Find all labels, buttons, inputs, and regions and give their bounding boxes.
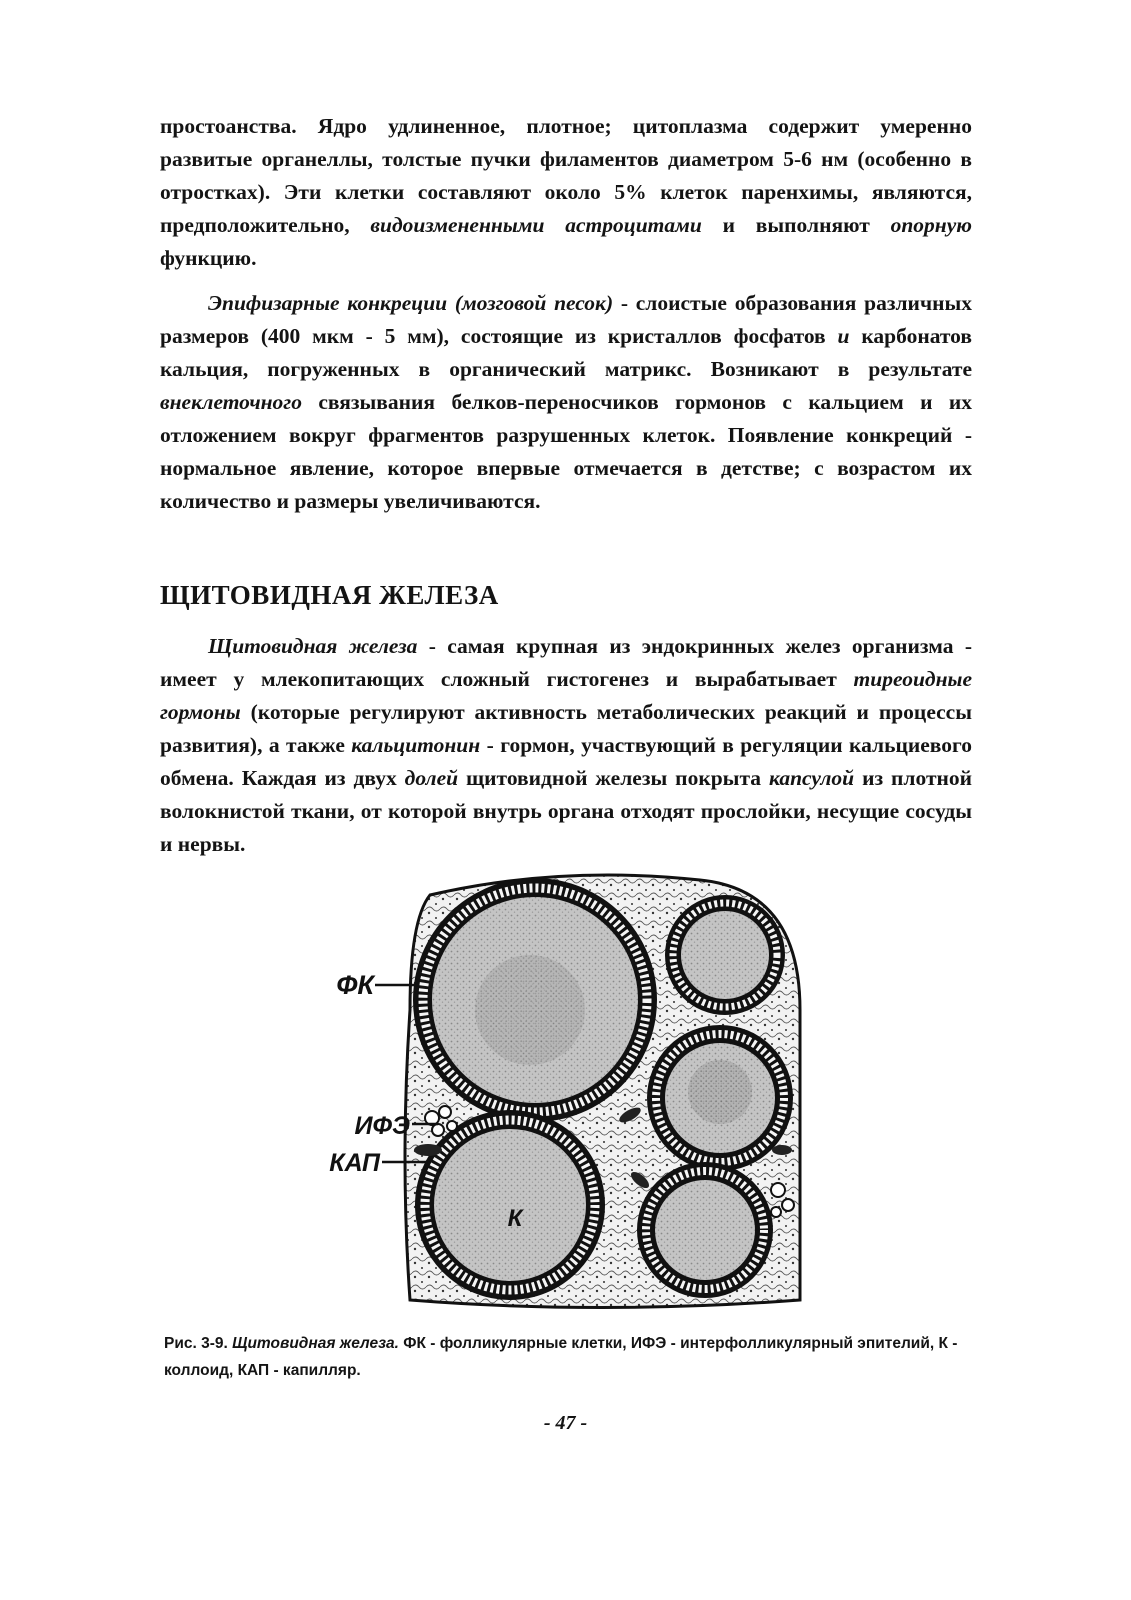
caption-title: Щитовидная железа. <box>232 1335 399 1352</box>
label-k: К <box>507 1205 523 1232</box>
label-kap: КАП <box>329 1149 380 1177</box>
thyroid-figure-illustration <box>300 860 820 1320</box>
follicle-large <box>413 878 657 1122</box>
emphasis-term: кальцитонин <box>351 733 481 757</box>
follicle-bottom-right <box>637 1162 773 1298</box>
label-fk: ФК <box>336 970 374 1000</box>
figure-caption <box>164 1330 984 1384</box>
paragraph-thyroid <box>160 630 972 861</box>
text-run: функцию. <box>160 246 257 270</box>
emphasis-term: внеклеточного <box>160 390 302 414</box>
text-run: - самая крупная из эндокринных желез организма - имеет у млекопитающих сложный гистогенез и вырабатывает <box>160 634 972 691</box>
emphasis-term: Щитовидная железа <box>208 634 418 658</box>
text-run: простоанства. Ядро удлиненное, плотное; цитоплазма содержит умеренно развитые органеллы, толстые пучки филаментов диаметром 5-6 нм (особенно в отростках). Эти клетки составляют около 5% клеток паренхимы, являются, предположительно, <box>160 114 972 237</box>
section-heading: ЩИТОВИДНАЯ ЖЕЛЕЗА <box>160 580 499 610</box>
text-run: - слоистые образования различных размеров (400 мкм - 5 мм), состоящие из кристаллов фосфатов <box>160 291 972 348</box>
label-ife: ИФЭ <box>354 1112 410 1140</box>
text-run: (которые регулируют активность метаболических реакций и процессы развития), а также <box>160 700 972 757</box>
text-run: связывания белков-переносчиков гормонов с кальцием и их отложением вокруг фрагментов разрушенных клеток. Появление конкреций - нормальное явление, которое впервые отмечается в детстве; с возрастом их количество и размеры увеличиваются. <box>160 390 972 513</box>
text-run: щитовидной железы покрыта <box>458 766 769 790</box>
emphasis-term: опорную <box>890 213 972 237</box>
paragraph-pinealocytes <box>160 110 972 275</box>
caption-text: ФК - фолликулярные клетки, ИФЭ - интерфолликулярный эпителий, К - коллоид, КАП - капилляр. <box>164 1335 958 1379</box>
emphasis-term: капсулой <box>768 766 855 790</box>
emphasis-term: видоизмененными астроцитами <box>370 213 702 237</box>
text-run: и выполняют <box>701 213 891 237</box>
emphasis-term: долей <box>404 766 459 790</box>
follicle-middle-right <box>647 1025 793 1171</box>
emphasis-term: тиреоидные гормоны <box>160 667 972 724</box>
emphasis-term: и <box>837 324 850 348</box>
text-run: карбонатов кальция, погруженных в органический матрикс. Возникают в результате <box>160 324 972 381</box>
paragraph-pineal-concretions <box>160 287 972 518</box>
follicle-small-top-right <box>665 895 785 1015</box>
emphasis-term: Эпифизарные конкреции (мозговой песок) <box>208 291 614 315</box>
page-number: - 47 - <box>543 1412 588 1434</box>
caption-prefix: Рис. 3-9. <box>164 1335 233 1352</box>
text-run: из плотной волокнистой ткани, от которой внутрь органа отходят прослойки, несущие сосуды и нервы. <box>160 766 973 856</box>
text-run: - гормон, участвующий в регуляции кальциевого обмена. Каждая из двух <box>160 733 972 790</box>
